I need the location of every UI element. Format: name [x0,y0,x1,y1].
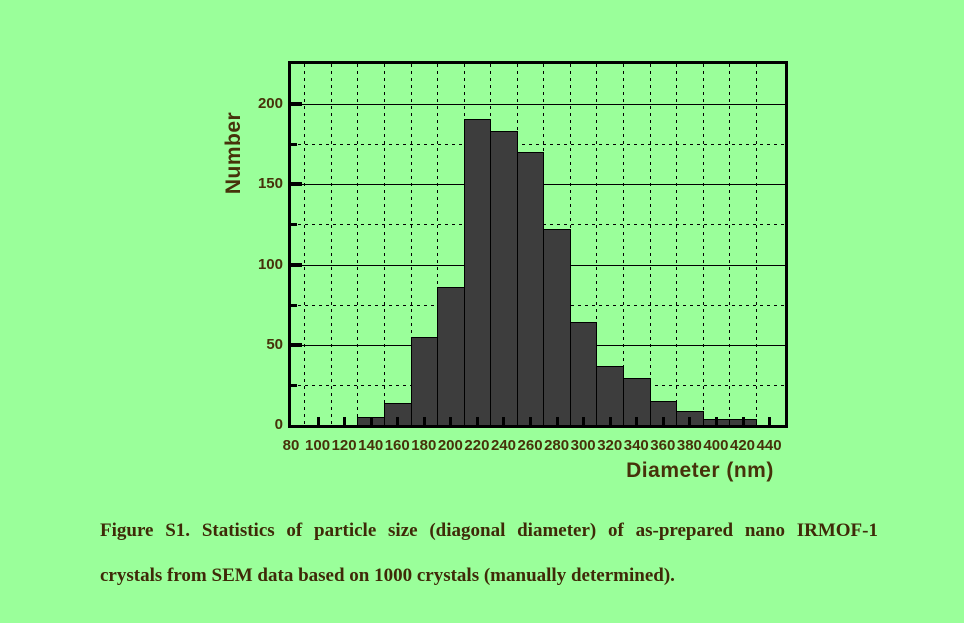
x-gridline [331,64,332,425]
x-tick-label: 100 [305,437,331,454]
y-tick-mark-major [291,182,302,186]
x-tick-label: 200 [437,437,463,454]
x-tick-mark [742,417,745,425]
histogram-bar [437,287,465,425]
x-gridline [703,64,704,425]
x-tick-label: 180 [411,437,437,454]
x-gridline [650,64,651,425]
x-tick-mark [476,417,479,425]
histogram-bar [411,337,439,425]
x-tick-label: 140 [358,437,384,454]
caption-line-1: Figure S1. Statistics of particle size (diagonal diameter) of as-prepared nano IRMOF-1 [100,520,878,541]
x-tick-mark [502,417,505,425]
x-tick-label: 340 [623,437,649,454]
x-tick-mark [635,417,638,425]
figure-caption [100,520,878,587]
x-tick-label: 80 [282,437,300,454]
x-tick-label: 300 [570,437,596,454]
y-gridline-minor [291,144,785,145]
x-tick-label: 160 [384,437,410,454]
x-gridline [357,64,358,425]
x-tick-mark [715,417,718,425]
x-tick-mark [343,417,346,425]
x-gridline [676,64,677,425]
x-gridline [756,64,757,425]
y-tick-mark-minor [291,223,297,226]
histogram-bar [543,229,571,425]
plot-frame [288,61,788,428]
histogram-bar [464,119,492,425]
x-tick-mark [582,417,585,425]
histogram-bar [570,322,598,425]
y-tick-mark-minor [291,384,297,387]
x-tick-label: 260 [517,437,543,454]
x-tick-label: 420 [729,437,756,454]
y-gridline-major [291,104,785,105]
y-tick-label: 150 [257,175,283,193]
x-gridline [384,64,385,425]
x-tick-mark [768,417,771,425]
y-tick-mark-minor [291,304,297,307]
x-tick-label: 280 [544,437,570,454]
caption-line-2: crystals from SEM data based on 1000 crystals (manually determined). [100,565,675,586]
y-tick-mark-major [291,263,302,267]
y-tick-mark-minor [291,143,297,146]
x-tick-mark [423,417,426,425]
y-tick-label: 100 [257,255,283,273]
x-tick-label: 400 [703,437,729,454]
x-tick-label: 320 [597,437,623,454]
x-tick-mark [317,417,320,425]
x-axis-title: Diameter (nm) [626,459,774,482]
y-tick-mark-major [291,102,302,106]
x-tick-mark [662,417,665,425]
x-tick-mark [556,417,559,425]
y-tick-label: 200 [257,95,283,113]
y-tick-label: 0 [274,416,283,433]
x-tick-label: 120 [331,437,357,454]
x-tick-label: 240 [490,437,516,454]
x-gridline [304,64,305,425]
x-tick-label: 380 [676,437,702,454]
histogram-bar [490,131,518,425]
plot-area [291,64,785,425]
x-tick-label: 440 [756,437,782,454]
x-tick-label: 220 [464,437,490,454]
y-tick-label: 50 [266,335,283,353]
x-tick-mark [609,417,612,425]
x-tick-mark [529,417,532,425]
x-tick-mark [688,417,691,425]
y-axis-title: Number [222,111,245,195]
y-tick-mark-major [291,343,302,347]
x-tick-mark [449,417,452,425]
histogram-bar [517,152,545,425]
x-tick-mark [370,417,373,425]
x-gridline [729,64,730,425]
x-tick-label: 360 [650,437,676,454]
x-tick-mark [396,417,399,425]
